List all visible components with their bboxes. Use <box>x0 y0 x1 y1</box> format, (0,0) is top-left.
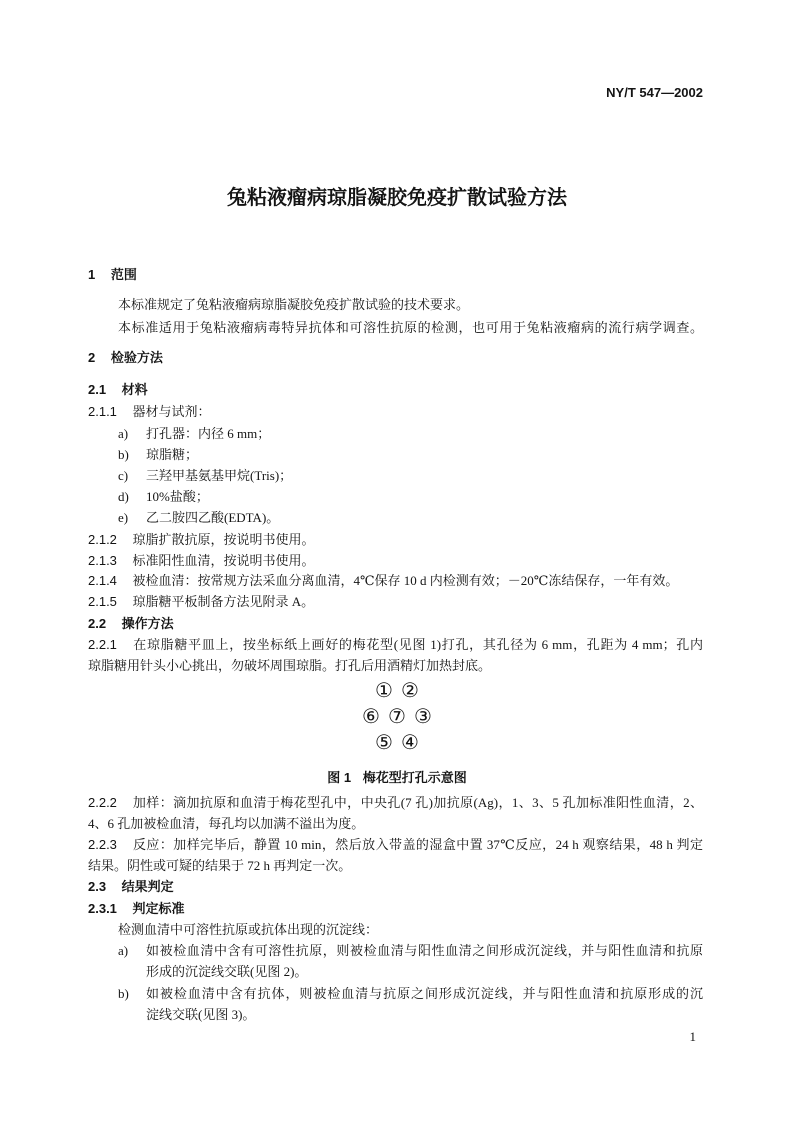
clause-text: 加样：滴加抗原和血清于梅花型孔中，中央孔(7 孔)加抗原(Ag)，1、3、5 孔加标准阳性血清，2、 <box>132 795 703 810</box>
clause-text-continued: 结果。阴性或可疑的结果于 72 h 再判定一次。 <box>88 858 352 873</box>
section-title: 材料 <box>121 382 148 397</box>
figure-1-caption <box>0 769 794 787</box>
clause-2-1-3 <box>88 552 703 570</box>
clause-2-2-1 <box>88 636 703 654</box>
list-item: 三羟甲基氨基甲烷(Tris)； <box>146 468 293 483</box>
page-title: 兔粘液瘤病琼脂凝胶免疫扩散试验方法 <box>227 187 567 209</box>
list-item-label: e) <box>118 510 129 525</box>
section-number: 2.3 <box>88 879 107 894</box>
clause-number: 2.1.4 <box>88 573 117 588</box>
clause-number: 2.1.2 <box>88 532 117 547</box>
section-title: 判定标准 <box>132 901 185 916</box>
clause-number: 2.2.1 <box>88 637 117 652</box>
clause-number: 2.1.5 <box>88 594 117 609</box>
figure-1-row-2 <box>0 704 794 728</box>
well-6: ⑥ <box>362 704 380 728</box>
section-number: 2.2 <box>88 616 107 631</box>
list-item-label: b) <box>118 447 129 462</box>
list-item-continued: 形成的沉淀线交联(见图 2)。 <box>146 964 308 979</box>
list-item-label: c) <box>118 468 129 483</box>
list-item-label: a) <box>118 426 129 441</box>
clause-text-continued: 4、6 孔加被检血清，每孔均以加满不溢出为度。 <box>88 816 365 831</box>
list-item: 如被检血清中含有抗体，则被检血清与抗原之间形成沉淀线，并与阳性血清和抗原形成的沉 <box>146 986 703 1001</box>
clause-2-1-2 <box>88 531 703 549</box>
list-item: 琼脂糖； <box>146 447 199 462</box>
clause-text: 反应：加样完毕后，静置 10 min，然后放入带盖的湿盒中置 37℃反应，24 h 观察结果，48 h 判定 <box>132 837 703 852</box>
well-5: ⑤ <box>375 730 393 754</box>
paragraph: 检测血清中可溶性抗原或抗体出现的沉淀线： <box>118 922 379 937</box>
clause-text: 在琼脂糖平皿上，按坐标纸上画好的梅花型(见图 1)打孔，其孔径为 6 mm，孔距为 4 mm；孔内 <box>132 637 703 652</box>
clause-2-1-4 <box>88 572 703 590</box>
well-1: ① <box>375 678 393 702</box>
list-item: 10%盐酸； <box>146 489 209 504</box>
clause-text: 器材与试剂： <box>132 404 211 419</box>
clause-2-1-5 <box>88 593 703 611</box>
clause-2-2-3 <box>88 836 703 854</box>
clause-number: 2.2.2 <box>88 795 117 810</box>
section-heading-2-1 <box>88 381 703 399</box>
section-title: 操作方法 <box>121 616 174 631</box>
section-heading-2-2 <box>88 615 703 633</box>
section-heading-2 <box>88 349 703 367</box>
list-item: 乙二胺四乙酸(EDTA)。 <box>146 510 280 525</box>
list-item-label: a) <box>118 943 129 958</box>
clause-text: 标准阳性血清，按说明书使用。 <box>132 553 315 568</box>
clause-number: 2.1.1 <box>88 404 117 419</box>
clause-2-2-2 <box>88 794 703 812</box>
list-item-label: b) <box>118 986 129 1001</box>
clause-number: 2.2.3 <box>88 837 117 852</box>
figure-1-row-1 <box>0 678 794 702</box>
clause-text: 琼脂扩散抗原，按说明书使用。 <box>132 532 315 547</box>
list-item-continued: 淀线交联(见图 3)。 <box>146 1007 256 1022</box>
paragraph: 本标准适用于兔粘液瘤病毒特异抗体和可溶性抗原的检测，也可用于兔粘液瘤病的流行病学调查。 <box>118 320 703 335</box>
clause-2-1-1 <box>88 403 703 421</box>
figure-label: 图 1 <box>327 770 352 785</box>
paragraph: 本标准规定了兔粘液瘤病琼脂凝胶免疫扩散试验的技术要求。 <box>118 297 470 312</box>
well-4: ④ <box>401 730 419 754</box>
page-number: 1 <box>689 1029 696 1044</box>
section-title: 结果判定 <box>121 879 174 894</box>
figure-1-row-3 <box>0 730 794 754</box>
clause-text: 琼脂糖平板制备方法见附录 A。 <box>132 594 315 609</box>
clause-text: 被检血清：按常规方法采血分离血清，4℃保存 10 d 内检测有效；－20℃冻结保存，一年有效。 <box>132 573 679 588</box>
section-number: 2.1 <box>88 382 107 397</box>
section-heading-1 <box>88 266 703 284</box>
section-number: 1 <box>88 267 96 282</box>
section-title: 检验方法 <box>110 350 163 365</box>
standard-code: NY/T 547—2002 <box>606 85 703 100</box>
well-2: ② <box>401 678 419 702</box>
list-item: 打孔器：内径 6 mm； <box>146 426 271 441</box>
well-7: ⑦ <box>388 704 406 728</box>
clause-text-continued: 琼脂糖用针头小心挑出，勿破坏周围琼脂。打孔后用酒精灯加热封底。 <box>88 658 492 673</box>
well-3: ③ <box>414 704 432 728</box>
section-number: 2 <box>88 350 96 365</box>
clause-number: 2.1.3 <box>88 553 117 568</box>
section-heading-2-3 <box>88 878 703 896</box>
section-heading-2-3-1 <box>88 900 703 918</box>
list-item-label: d) <box>118 489 129 504</box>
section-title: 范围 <box>110 267 137 282</box>
section-number: 2.3.1 <box>88 901 117 916</box>
figure-caption-text: 梅花型打孔示意图 <box>362 770 467 785</box>
list-item: 如被检血清中含有可溶性抗原，则被检血清与阳性血清之间形成沉淀线，并与阳性血清和抗原 <box>146 943 703 958</box>
